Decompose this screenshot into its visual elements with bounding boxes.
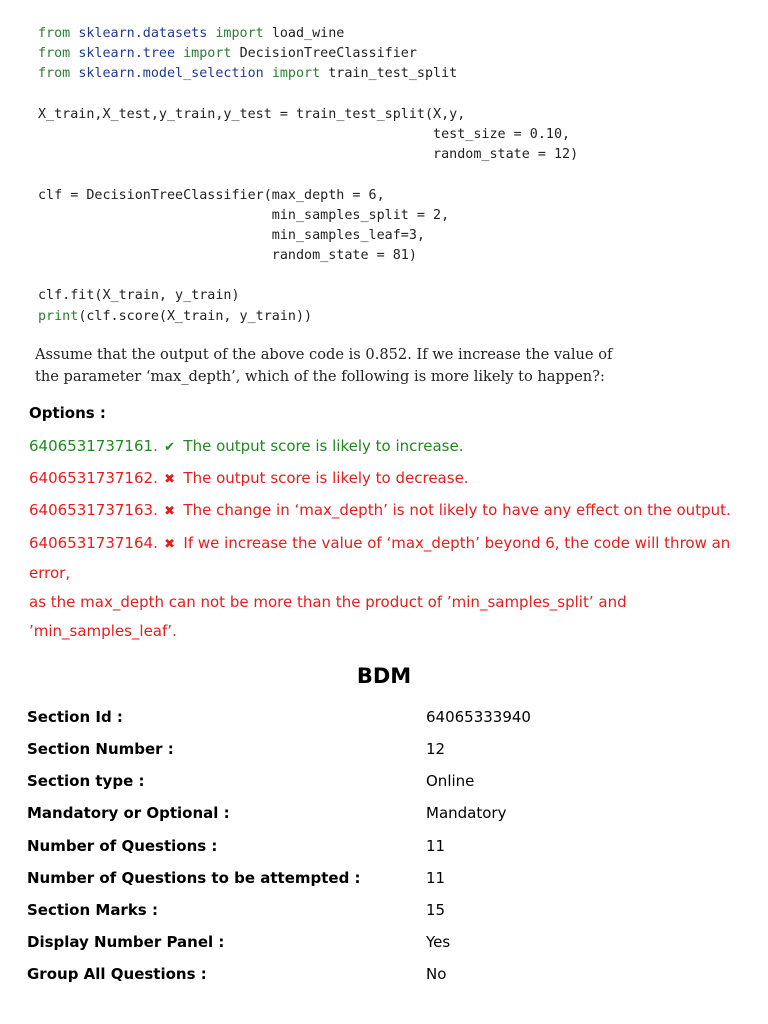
check-icon: ✔ (164, 440, 176, 455)
info-value: 11 (426, 837, 446, 855)
code-line: X_train,X_test,y_train,y_test = train_test_split(X,y, (38, 106, 466, 122)
cross-icon: ✖ (164, 537, 176, 552)
code-line: from sklearn.datasets import load_wine (38, 26, 345, 41)
option-id: 6406531737162. (29, 469, 158, 487)
info-row-section-type (27, 772, 727, 796)
option-text-continued: as the max_depth can not be more than the product of ’min_samples_split’ and ’min_samples_leaf’. (29, 593, 627, 640)
info-key: Number of Questions : (27, 837, 218, 855)
info-value: 11 (426, 869, 446, 887)
code-line: from sklearn.tree import DecisionTreeClassifier (38, 46, 417, 62)
option-id: 6406531737161. (29, 437, 158, 455)
info-value: No (426, 965, 447, 983)
info-value: Mandatory (426, 804, 507, 822)
option-4[interactable] (29, 529, 759, 646)
code-line: test_size = 0.10, (38, 126, 571, 142)
code-line: min_samples_split = 2, (38, 207, 450, 223)
question-text: Assume that the output of the above code is 0.852. If we increase the value of the parameter ‘max_depth’, which of the following is more likely to happen?: (35, 346, 613, 385)
option-id: 6406531737163. (29, 501, 158, 519)
info-key: Section Id : (27, 708, 123, 726)
cross-icon: ✖ (164, 504, 176, 519)
info-row-section-number (27, 740, 727, 764)
option-text: The output score is likely to increase. (183, 437, 464, 455)
option-1[interactable] (29, 432, 759, 462)
code-line: min_samples_leaf=3, (38, 227, 425, 243)
options-label: Options : (29, 404, 106, 422)
info-key: Number of Questions to be attempted : (27, 869, 361, 887)
cross-icon: ✖ (164, 472, 176, 487)
info-value: 15 (426, 901, 446, 919)
option-2[interactable] (29, 464, 759, 494)
option-text: The change in ‘max_depth’ is not likely to have any effect on the output. (183, 501, 731, 519)
info-key: Group All Questions : (27, 965, 207, 983)
section-title: BDM (356, 664, 412, 688)
info-key: Section Number : (27, 740, 174, 758)
info-value: Yes (426, 933, 451, 951)
info-value: Online (426, 772, 475, 790)
info-key: Display Number Panel : (27, 933, 225, 951)
info-row-display-number-panel (27, 933, 727, 957)
info-key: Section Marks : (27, 901, 158, 919)
info-key: Section type : (27, 772, 145, 790)
info-row-group-all-questions (27, 965, 727, 989)
option-3[interactable] (29, 496, 759, 526)
info-row-mandatory (27, 804, 727, 828)
code-line: print(clf.score(X_train, y_train)) (38, 308, 313, 324)
option-id: 6406531737164. (29, 534, 158, 552)
info-row-number-of-questions (27, 837, 727, 861)
info-row-questions-to-attempt (27, 869, 727, 893)
option-text: If we increase the value of ‘max_depth’ beyond 6, the code will throw an error, (29, 534, 731, 582)
code-line: random_state = 12) (38, 147, 579, 163)
code-line: random_state = 81) (38, 248, 417, 264)
info-row-section-id (27, 708, 727, 732)
code-snippet (38, 24, 578, 327)
code-line: from sklearn.model_selection import train_test_split (38, 66, 458, 82)
code-line: clf = DecisionTreeClassifier(max_depth = 6, (38, 187, 385, 203)
info-value: 12 (426, 740, 446, 758)
info-key: Mandatory or Optional : (27, 804, 230, 822)
code-line: clf.fit(X_train, y_train) (38, 288, 240, 304)
info-row-section-marks (27, 901, 727, 925)
info-value: 64065333940 (426, 708, 531, 726)
option-text: The output score is likely to decrease. (183, 469, 469, 487)
